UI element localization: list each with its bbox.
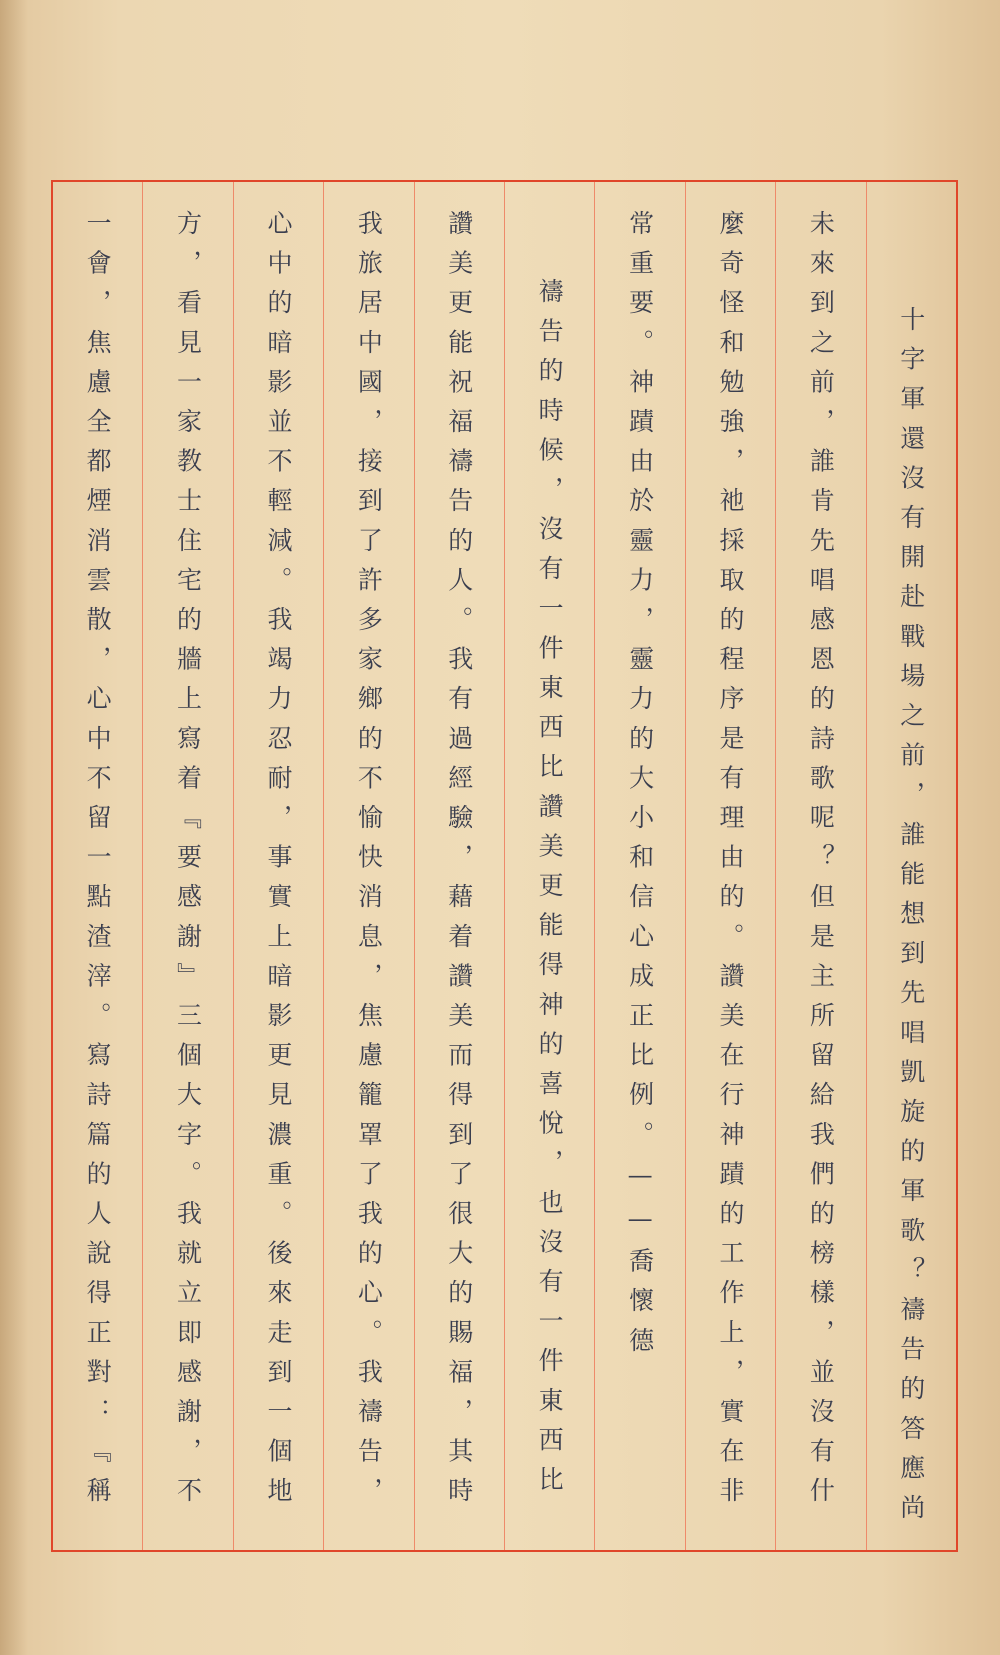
text-frame xyxy=(51,180,958,1552)
column-text: 一會，焦慮全都煙消雲散，心中不留一點渣滓。寫詩篇的人說得正對：『稱 xyxy=(83,210,113,1517)
column-text: 方，看見一家教士住宅的牆上寫着『要感謝』三個大字。我就立即感謝，不 xyxy=(173,210,203,1517)
text-column-6 xyxy=(414,182,504,1550)
column-text: 心中的暗影並不輕減。我竭力忍耐，事實上暗影更見濃重。後來走到一個地 xyxy=(263,210,293,1517)
column-text: 常重要。神蹟由於靈力，靈力的大小和信心成正比例。——喬懷德 xyxy=(625,210,655,1367)
text-column-10 xyxy=(53,182,142,1550)
column-text: 未來到之前，誰肯先唱感恩的詩歌呢？但是主所留給我們的榜樣，並沒有什 xyxy=(806,210,836,1517)
text-column-4 xyxy=(594,182,684,1550)
column-text: 麼奇怪和勉強，祂採取的程序是有理由的。讚美在行神蹟的工作上，實在非 xyxy=(715,210,745,1517)
column-text: 我旅居中國，接到了許多家鄉的不愉快消息，焦慮籠罩了我的心。我禱告， xyxy=(354,210,384,1517)
column-text: 讚美更能祝福禱告的人。我有過經驗，藉着讚美而得到了很大的賜福，其時 xyxy=(444,210,474,1517)
column-text: 禱告的時候，沒有一件東西比讚美更能得神的喜悅，也沒有一件東西比 xyxy=(535,278,565,1506)
text-column-3 xyxy=(685,182,775,1550)
text-column-8 xyxy=(233,182,323,1550)
page-edge-shadow xyxy=(0,0,28,1655)
text-column-5 xyxy=(504,182,594,1550)
text-column-2 xyxy=(775,182,865,1550)
text-column-7 xyxy=(323,182,413,1550)
column-text: 十字軍還沒有開赴戰場之前，誰能想到先唱凱旋的軍歌？禱告的答應尚 xyxy=(896,306,926,1534)
text-column-1 xyxy=(866,182,956,1550)
text-column-9 xyxy=(142,182,232,1550)
